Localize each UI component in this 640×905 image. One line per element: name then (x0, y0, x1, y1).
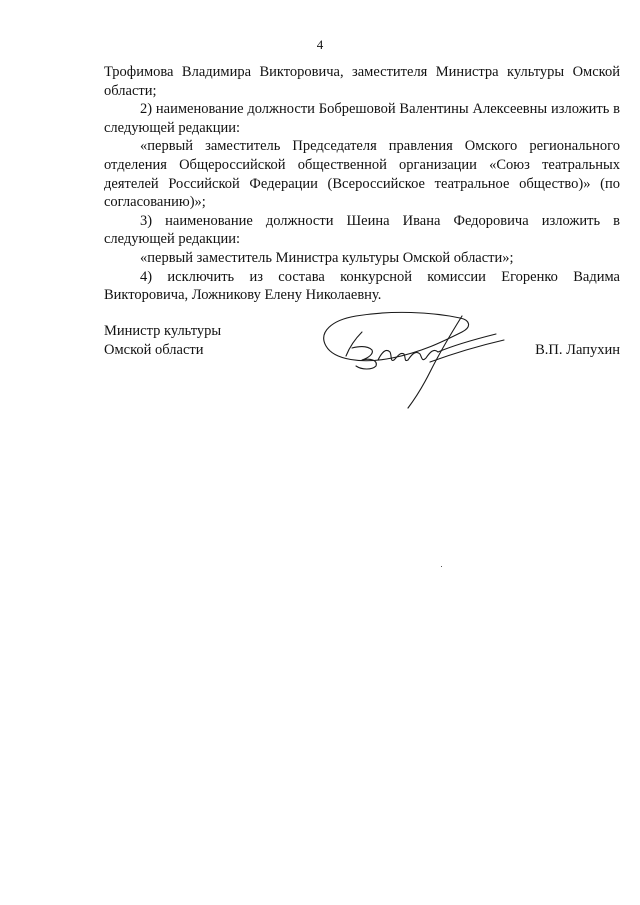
paragraph: «первый заместитель Министра культуры Омской области»; (140, 249, 514, 266)
page-number: 4 (316, 37, 324, 52)
paragraph: 3) наименование должности Шеина Ивана Федоровича изложить в следующей редакции: (104, 212, 620, 248)
signer-name: В.П. Лапухин (535, 342, 620, 358)
paragraph: 2) наименование должности Бобрешовой Валентины Алексеевны изложить в следующей редакции: (104, 101, 620, 136)
signer-title-line: Омской области (104, 341, 204, 358)
handwritten-signature (312, 302, 512, 412)
signer-title-line: Министр культуры (104, 323, 222, 339)
document-body (104, 63, 620, 305)
scan-artifact (441, 566, 442, 567)
signer-title (104, 322, 221, 359)
paragraph: Трофимова Владимира Викторовича, заместителя Министра культуры Омской области; (104, 64, 620, 99)
paragraph: «первый заместитель Председателя правления Омского регионального отделения Общероссийской общественной организации «Союз театральных деятелей Российской Федерации (Всероссийское театральное общество)» (по согласованию)»; (104, 138, 620, 211)
paragraph: 4) исключить из состава конкурсной комиссии Егоренко Вадима Викторовича, Ложникову Елену Николаевну. (104, 268, 620, 304)
